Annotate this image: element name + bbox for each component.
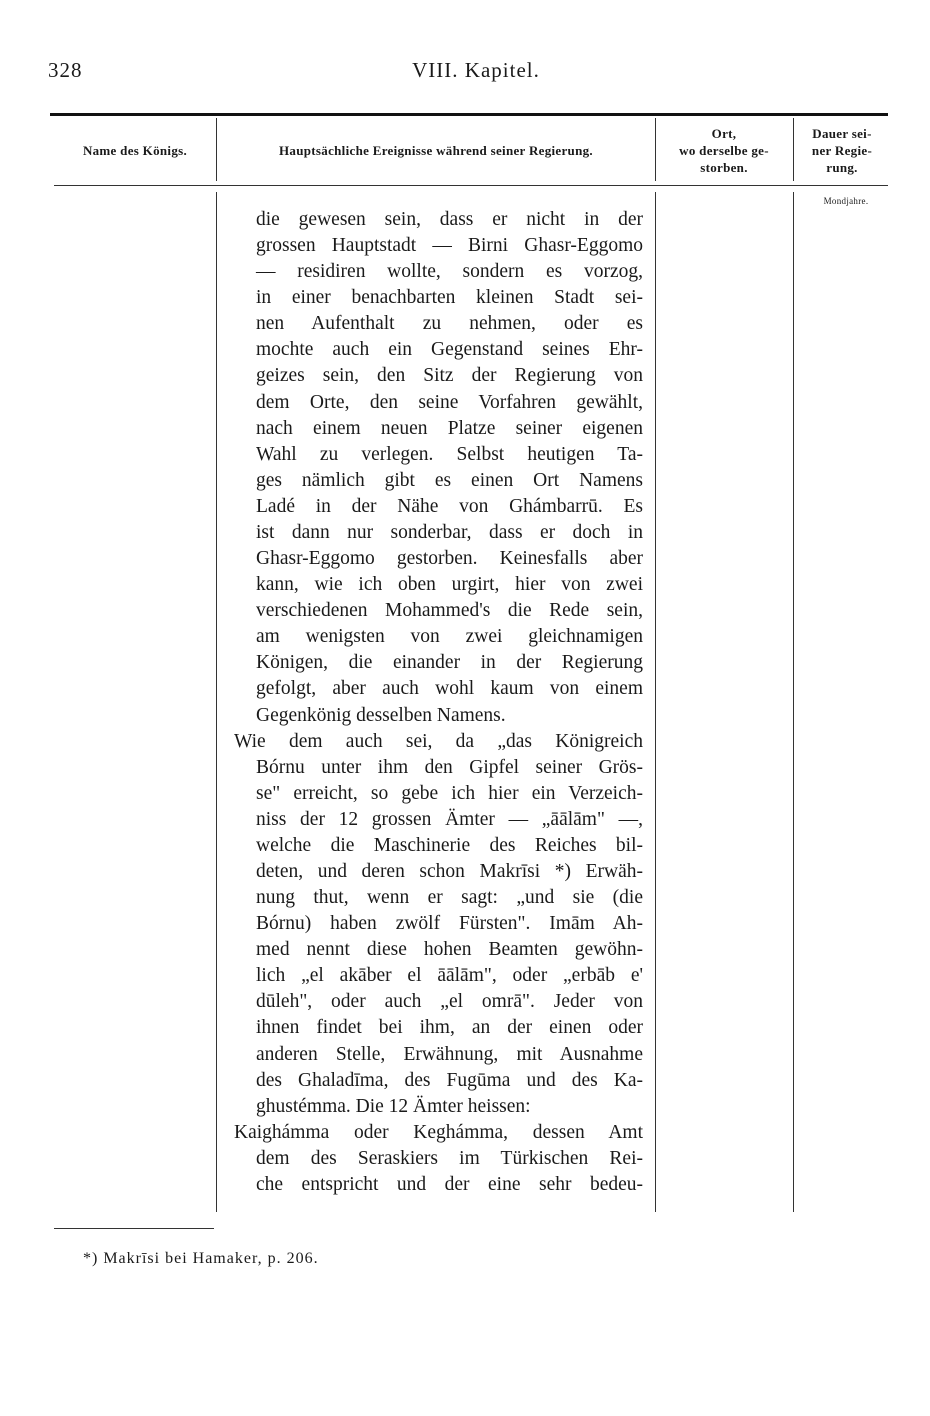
text-line: anderen Stelle, Erwähnung, mit Ausnahme xyxy=(256,1044,643,1065)
text-line: dem des Seraskiers im Türkischen Rei- xyxy=(256,1148,643,1169)
text-line: lich „el akāber el āālām", oder „erbāb e' xyxy=(256,965,643,986)
text-line: geizes sein, den Sitz der Regierung von xyxy=(256,365,643,386)
text-line: Gegenkönig desselben Namens. xyxy=(256,705,506,726)
text-line: Kaighámma oder Keghámma, dessen Amt xyxy=(234,1122,643,1143)
text-line: niss der 12 grossen Ämter — „āālām" —, xyxy=(256,809,643,830)
text-line: se" erreicht, so gebe ich hier ein Verzeich- xyxy=(256,783,643,804)
duration-unit-note: Mondjahre. xyxy=(823,196,869,206)
text-line: gefolgt, aber auch wohl kaum von einem xyxy=(256,678,643,699)
text-line: Wahl zu verlegen. Selbst heutigen Ta- xyxy=(256,444,643,465)
text-line: Bórnu unter ihm den Gipfel seiner Grös- xyxy=(256,757,643,778)
column-divider xyxy=(655,118,656,181)
column-header-duration-line: Dauer sei- xyxy=(812,126,872,141)
text-line: deten, und deren schon Makrīsi *) Erwäh- xyxy=(256,861,643,882)
text-line: — residiren wollte, sondern es vorzog, xyxy=(256,261,643,282)
text-line: nach einem neuen Platze seiner eigenen xyxy=(256,418,643,439)
text-line: mochte auch ein Gegenstand seines Ehr- xyxy=(256,339,643,360)
text-line: ghustémma. Die 12 Ämter heissen: xyxy=(256,1096,531,1117)
column-divider xyxy=(793,192,794,1212)
text-line: des Ghaladīma, des Fugūma und des Ka- xyxy=(256,1070,643,1091)
text-line: kann, wie ich oben urgirt, hier von zwei xyxy=(256,574,643,595)
text-line: Ladé in der Nähe von Ghámbarrū. Es xyxy=(256,496,643,517)
text-line: am wenigsten von zwei gleichnamigen xyxy=(256,626,643,647)
text-line: ges nämlich gibt es einen Ort Namens xyxy=(256,470,643,491)
text-line: die gewesen sein, dass er nicht in der xyxy=(256,209,643,230)
footnote-rule xyxy=(54,1228,214,1229)
column-header-place-line: storben. xyxy=(700,160,748,175)
column-divider xyxy=(793,118,794,181)
text-line: dem Orte, den seine Vorfahren gewählt, xyxy=(256,392,643,413)
text-line: welche die Maschinerie des Reiches bil- xyxy=(256,835,643,856)
text-line: nung thut, wenn er sagt: „und sie (die xyxy=(256,887,643,908)
table-top-rule xyxy=(50,113,888,116)
text-line: Königen, die einander in der Regierung xyxy=(256,652,643,673)
text-line: grossen Hauptstadt — Birni Ghasr-Eggomo xyxy=(256,235,643,256)
text-line: Bórnu) haben zwölf Fürsten". Imām Ah- xyxy=(256,913,643,934)
text-line: dūleh", oder auch „el omrā". Jeder von xyxy=(256,991,643,1012)
text-line: Wie dem auch sei, da „das Königreich xyxy=(234,731,643,752)
column-header-duration-line: ner Regie- xyxy=(811,143,873,158)
column-header-duration-line: rung. xyxy=(826,160,858,175)
text-line: che entspricht und der eine sehr bedeu- xyxy=(256,1174,643,1195)
header-rule xyxy=(54,185,888,186)
column-header-duration xyxy=(796,125,888,176)
text-line: med nennt diese hohen Beamten gewöhn- xyxy=(256,939,643,960)
text-line: ist dann nur sonderbar, dass er doch in xyxy=(256,522,643,543)
text-line: in einer benachbarten kleinen Stadt sei- xyxy=(256,287,643,308)
column-divider xyxy=(216,118,217,181)
text-line: nen Aufenthalt zu nehmen, oder es xyxy=(256,313,643,334)
column-header-place-line: Ort, xyxy=(711,126,737,141)
column-header-name: Name des Königs. xyxy=(82,143,188,158)
running-head: VIII. Kapitel. xyxy=(412,58,540,82)
column-header-events: Hauptsächliche Ereignisse während seiner Regierung. xyxy=(279,143,593,158)
column-header-place-line: wo derselbe ge- xyxy=(679,143,769,158)
column-divider xyxy=(655,192,656,1212)
footnote: *) Makrīsi bei Hamaker, p. 206. xyxy=(83,1250,319,1267)
page-number: 328 xyxy=(48,58,83,82)
column-divider xyxy=(216,192,217,1212)
text-line: Ghasr-Eggomo gestorben. Keinesfalls aber xyxy=(256,548,643,569)
text-line: ihnen findet bei ihm, an der einen oder xyxy=(256,1017,643,1038)
text-line: verschiedenen Mohammed's die Rede sein, xyxy=(256,600,643,621)
column-header-place xyxy=(658,125,790,176)
